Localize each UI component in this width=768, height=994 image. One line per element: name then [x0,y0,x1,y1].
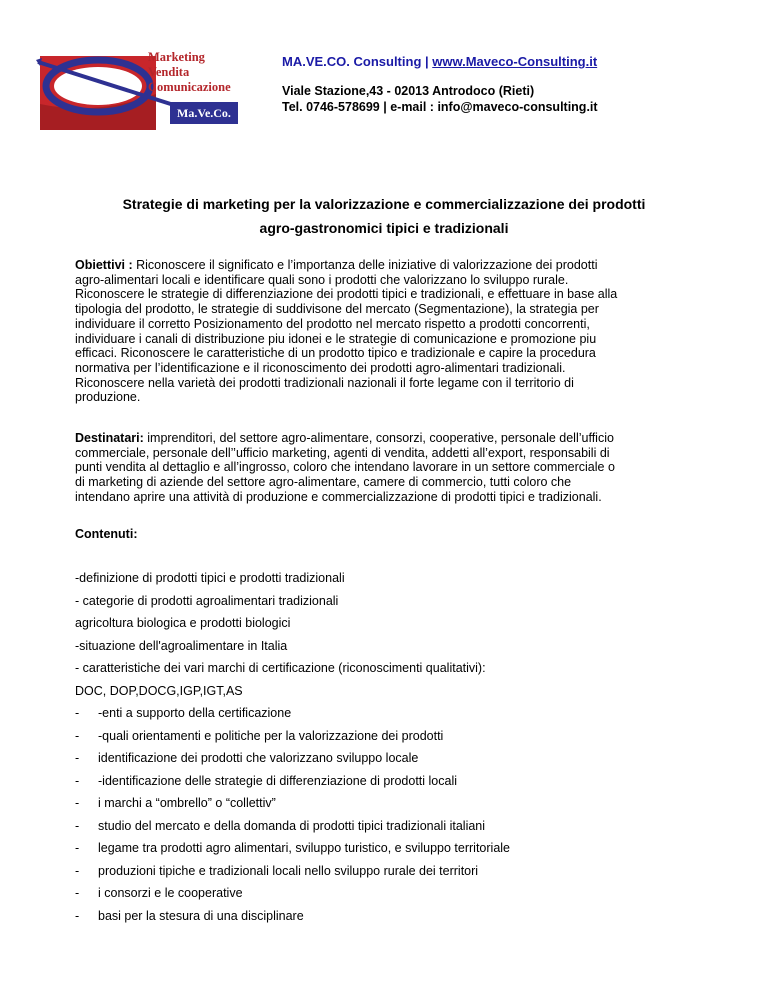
bullet-item [75,860,715,883]
bullet-item [75,837,715,860]
destinatari-line-1 [75,431,705,446]
bullet-text: i consorzi e le cooperative [98,886,243,900]
obiettivi-line-5: individuare il corretto Posizionamento del prodotto nel mercato rispetto a prodotti concorrenti, [75,316,590,331]
logo-badge: Ma.Ve.Co. [170,102,238,124]
obiettivi-text-1: Riconoscere il significato e l’importanza delle iniziative di valorizzazione dei prodotti [132,258,598,272]
logo-text [148,50,240,95]
company-logo [36,46,240,132]
destinatari-text-1: imprenditori, del settore agro-alimentare, consorzi, cooperative, personale dell’ufficio [143,431,614,445]
list-item: - categorie di prodotti agroalimentari tradizionali [75,593,339,608]
contenuti-heading-wrap [75,527,705,542]
list-item: DOC, DOP,DOCG,IGP,IGT,AS [75,683,243,698]
company-name: MA.VE.CO. Consulting | [282,54,433,69]
obiettivi-line-7: efficaci. Riconoscere le caratteristiche di un prodotto tipico e tradizionale e capire la procedura [75,346,596,361]
logo-line-2: Vendita [148,65,190,79]
contenuti-label: Contenuti: [75,527,138,541]
bullet-item [75,882,715,905]
document-title [60,192,708,240]
dash-marker: - [75,796,80,810]
bullet-item [75,770,715,793]
destinatari-line-3: punti vendita al dettaglio e all’ingrosso, coloro che intendano lavorare in un settore commerciale o [75,460,615,475]
bullet-text: legame tra prodotti agro alimentari, sviluppo turistico, e sviluppo territoriale [98,841,510,855]
contenuti-list [75,567,715,927]
obiettivi-line-10: produzione. [75,390,141,405]
destinatari-line-5: intendano aprire una attività di produzione e commercializzazione di prodotti tipici e tradizionali. [75,489,602,504]
bullet-text: produzioni tipiche e tradizionali locali nello sviluppo rurale dei territori [98,863,479,878]
obiettivi-section [75,258,705,405]
bullet-item [75,905,715,928]
obiettivi-line-4: tipologia del prodotto, le strategie di suddivisone del mercato (Segmentazione), la strategia per [75,302,599,317]
bullet-text: i marchi a “ombrello” o “collettiv” [98,796,276,810]
bullet-item [75,747,715,770]
address-block [282,83,742,115]
dash-marker: - [75,886,80,900]
obiettivi-line-6: individuare i canali di distribuzione piu idonei e le strategie di comunicazione e promozione piu [75,331,597,346]
bullet-item [75,702,715,725]
website-link[interactable]: www.Maveco-Consulting.it [432,54,598,69]
dash-marker: - [75,818,80,833]
obiettivi-line-2: agro-alimentari locali e identificare quali sono i prodotti che valorizzano lo sviluppo rurale. [75,272,569,287]
obiettivi-label: Obiettivi : [75,258,133,272]
address-line: Viale Stazione,43 - 02013 Antrodoco (Rieti) [282,84,535,98]
obiettivi-line-1 [75,258,705,273]
bullet-item [75,792,715,815]
contact-line: Tel. 0746-578699 | e-mail : info@maveco-consulting.it [282,100,598,114]
title-line-2: agro-gastronomici tipici e tradizionali [259,220,509,236]
dash-marker: - [75,863,80,878]
logo-line-3: Comunicazione [148,80,231,94]
bullet-text: identificazione dei prodotti che valorizzano sviluppo locale [98,751,419,765]
dash-marker: - [75,773,80,788]
bullet-text: -identificazione delle strategie di differenziazione di prodotti locali [98,773,458,788]
list-item: -definizione di prodotti tipici e prodotti tradizionali [75,571,345,585]
destinatari-line-4: di marketing di aziende del settore agro-alimentare, camere di commercio, tutti coloro che [75,475,572,490]
bullet-item [75,725,715,748]
bullet-text: studio del mercato e della domanda di prodotti tipici tradizionali italiani [98,818,486,833]
list-item: - caratteristiche dei vari marchi di certificazione (riconoscimenti qualitativi): [75,661,486,675]
list-item: agricoltura biologica e prodotti biologici [75,616,291,630]
obiettivi-line-9: Riconoscere nella varietà dei prodotti tradizionali nazionali il forte legame con il territorio di [75,375,574,390]
company-line [282,54,742,70]
bullet-text: basi per la stesura di una disciplinare [98,908,304,923]
list-item: -situazione dell'agroalimentare in Italia [75,638,288,653]
title-line-1: Strategie di marketing per la valorizzazione e commercializzazione dei prodotti [122,196,646,212]
dash-marker: - [75,908,80,923]
logo-line-1: Marketing [148,50,205,64]
obiettivi-line-8: normativa per l’identificazione e il riconoscimento dei prodotti agro-alimentari tradizionali. [75,360,566,375]
bullet-text: -quali orientamenti e politiche per la valorizzazione dei prodotti [98,728,444,743]
bullet-item [75,815,715,838]
destinatari-line-2: commerciale, personale dell’’ufficio marketing, agenti di vendita, addetti all’export, responsabili di [75,445,610,460]
obiettivi-line-3: Riconoscere le strategie di differenziazione dei prodotti tipici e tradizionali, e effettuare in base alla [75,287,618,302]
dash-marker: - [75,728,80,743]
dash-marker: - [75,751,80,765]
letterhead [282,54,742,115]
destinatari-label: Destinatari: [75,431,144,445]
bullet-text: -enti a supporto della certificazione [98,706,292,720]
dash-marker: - [75,841,80,855]
dash-marker: - [75,706,80,720]
destinatari-section [75,431,705,505]
